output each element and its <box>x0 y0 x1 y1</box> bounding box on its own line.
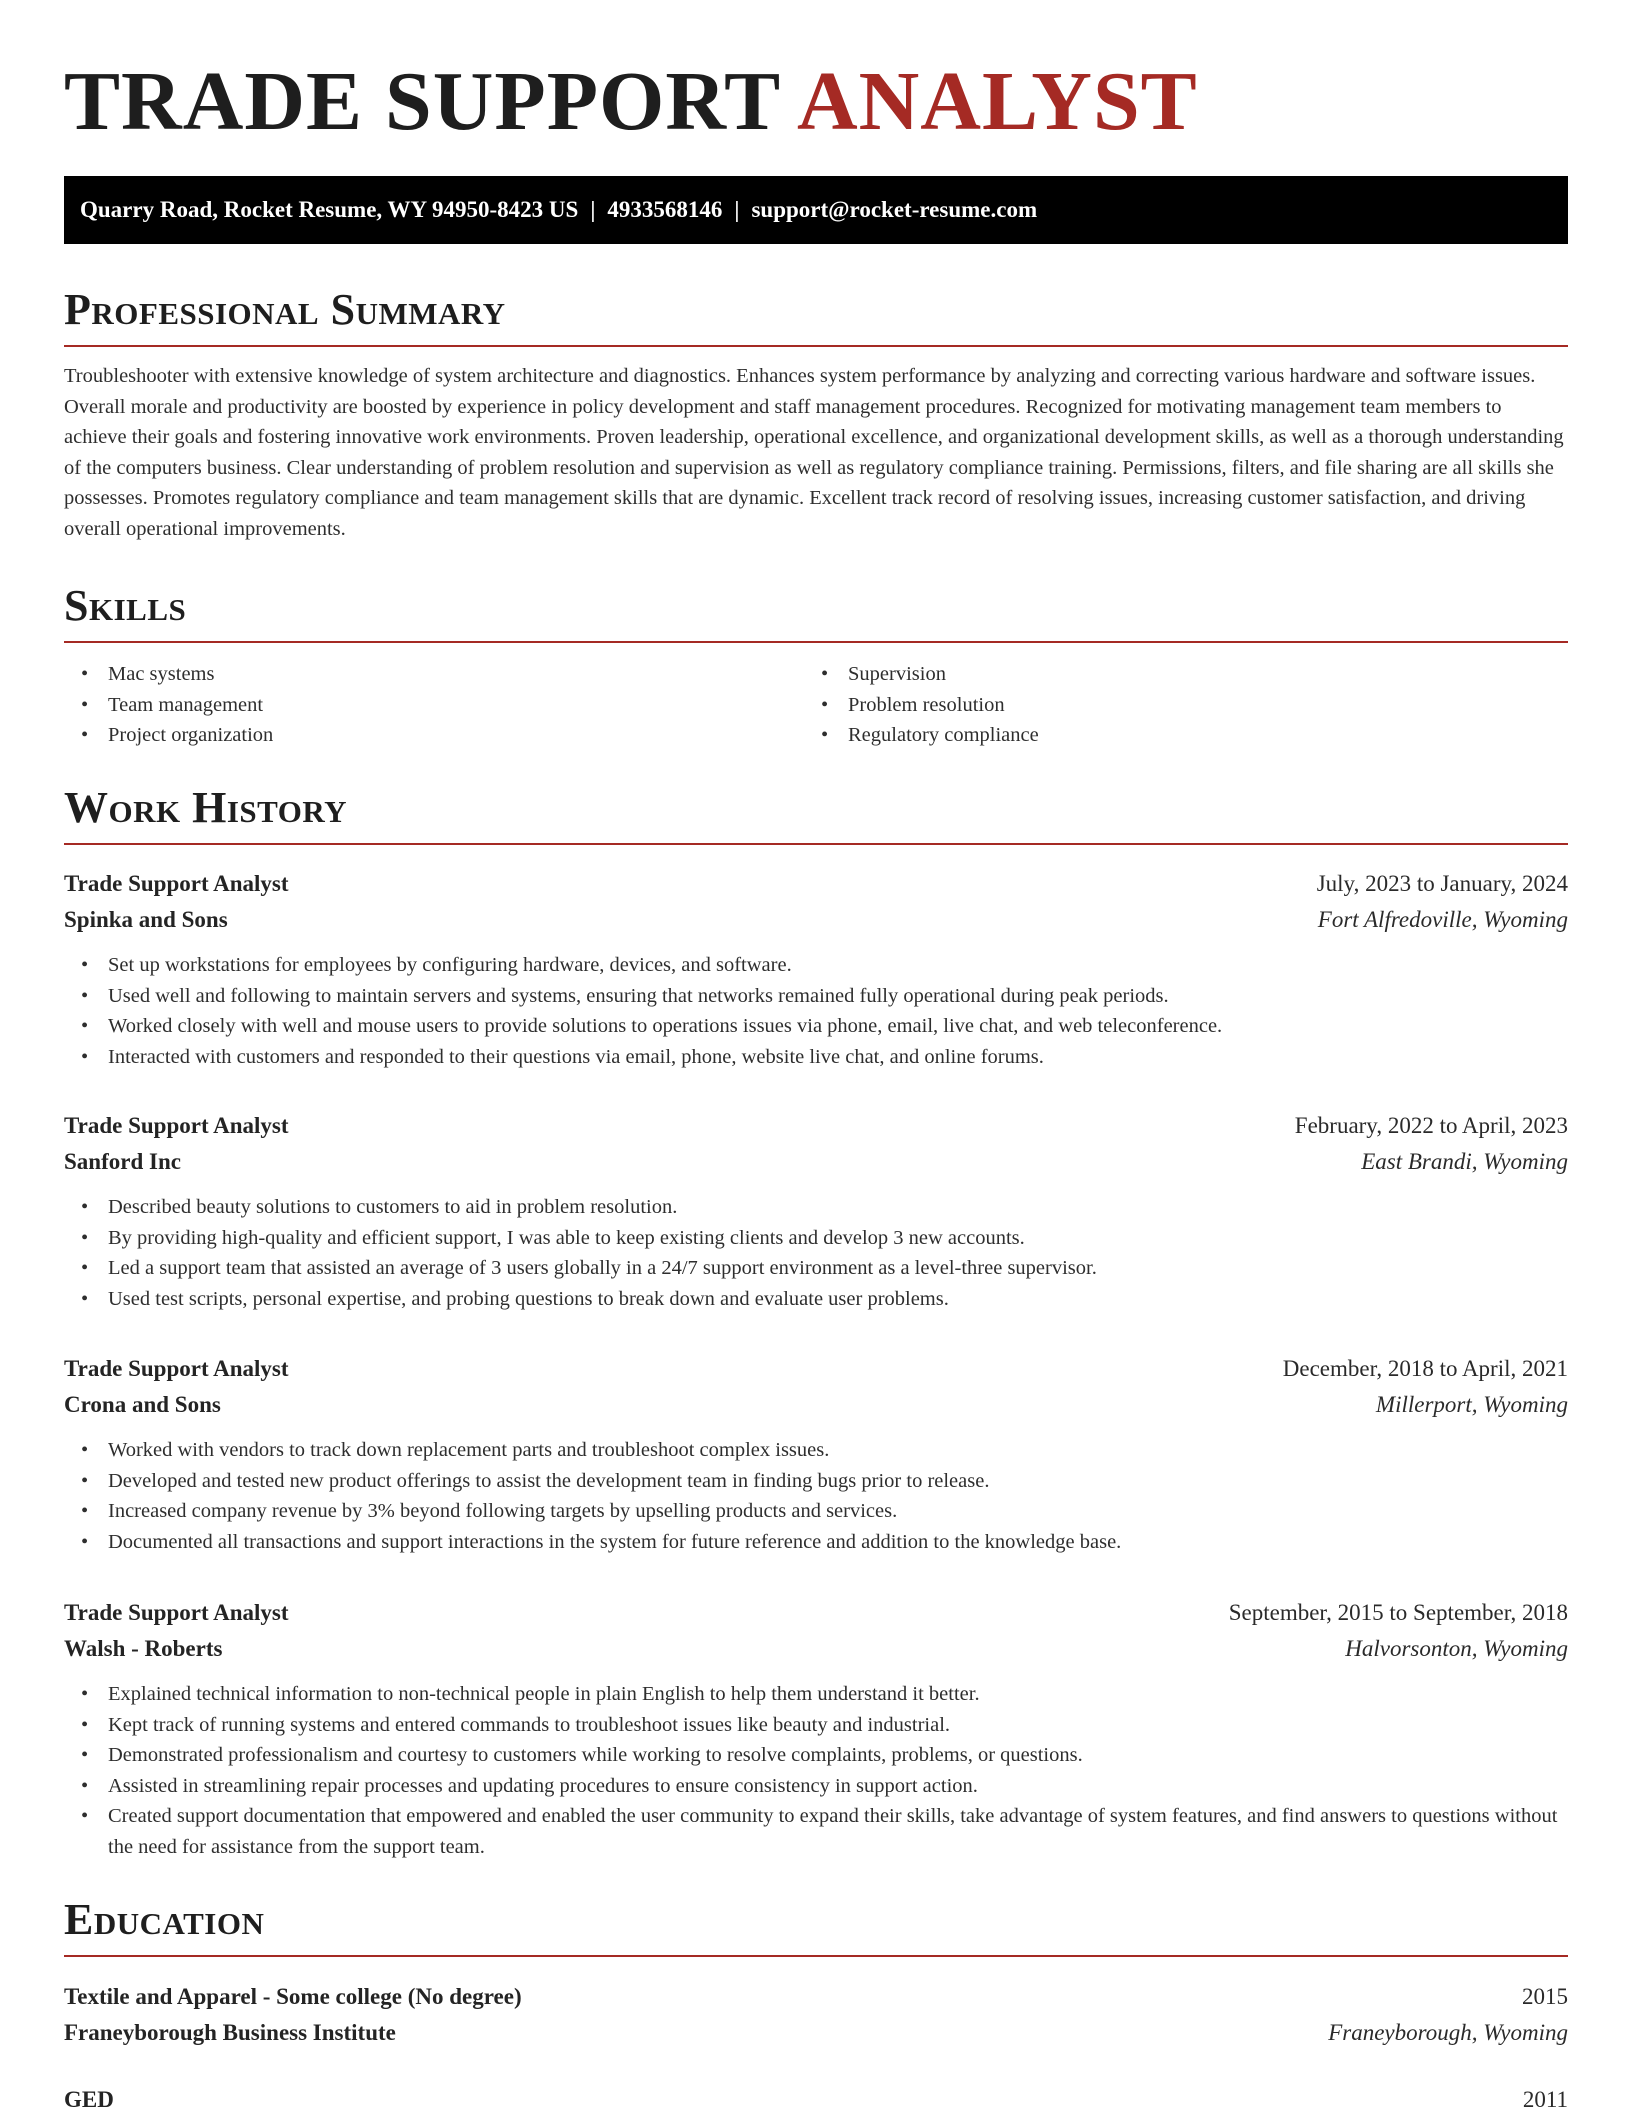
work-heading: Work History <box>64 781 1568 845</box>
contact-separator: | <box>734 197 740 222</box>
job-bullet: • Interacted with customers and responded to their questions via email, phone, website live chat, and online forums. <box>64 1042 1568 1073</box>
job-bullet: • Increased company revenue by 3% beyond following targets by upselling products and services. <box>64 1496 1568 1527</box>
education-year: 2011 <box>1522 2087 1568 2112</box>
job-header <box>64 866 1568 902</box>
education-school: Franeyborough Business Institute <box>64 2020 396 2045</box>
resume-title <box>64 52 1198 152</box>
job-bullet: • Kept track of running systems and entered commands to troubleshoot issues like beauty and industrial. <box>64 1710 1568 1741</box>
job-entry <box>64 1595 1568 1863</box>
job-dates: December, 2018 to April, 2021 <box>1282 1356 1568 1381</box>
summary-text: Troubleshooter with extensive knowledge of system architecture and diagnostics. Enhances system performance by analyzing and correcting various hardware and software issues. Overall morale and productivity are boosted by experience in policy development and staff management procedures. Recognized for motivating management team members to achieve their goals and fostering innovative work environments. Proven leadership, operational excellence, and organizational development skills, as well as a thorough understanding of the computers business. Clear understanding of problem resolution and supervision as well as regulatory compliance training. Permissions, filters, and file sharing are all skills she possesses. Promotes regulatory compliance and team management skills that are dynamic. Excellent track record of resolving issues, increasing customer satisfaction, and driving overall operational improvements. <box>64 365 1564 540</box>
job-company: Crona and Sons <box>64 1392 221 1417</box>
job-bullet: • Explained technical information to non-technical people in plain English to help them understand it better. <box>64 1679 1568 1710</box>
education-header <box>64 1979 1568 2015</box>
skill-item: • Supervision <box>804 659 1544 690</box>
job-title: Trade Support Analyst <box>64 1600 289 1625</box>
title-main: TRADE SUPPORT <box>64 55 780 148</box>
job-bullet: • Created support documentation that empowered and enabled the user community to expand their skills, take advantage of system features, and find answers to questions without the need for assistance from the support team. <box>64 1801 1568 1862</box>
job-company: Sanford Inc <box>64 1149 181 1174</box>
education-entry <box>64 2082 1568 2118</box>
contact-separator: | <box>590 197 596 222</box>
contact-bar <box>64 176 1568 244</box>
job-bullet: • Developed and tested new product offerings to assist the development team in finding bugs prior to release. <box>64 1466 1568 1497</box>
skill-item: • Problem resolution <box>804 690 1544 721</box>
job-header <box>64 1595 1568 1631</box>
skills-grid <box>64 659 1568 751</box>
title-accent: ANALYST <box>796 55 1198 148</box>
skills-heading: Skills <box>64 579 1568 643</box>
job-company: Walsh - Roberts <box>64 1636 223 1661</box>
job-entry <box>64 1351 1568 1557</box>
job-bullet: • By providing high-quality and efficient support, I was able to keep existing clients and develop 3 new accounts. <box>64 1223 1568 1254</box>
job-location: East Brandi, Wyoming <box>1361 1149 1568 1174</box>
skills-list-left <box>64 659 804 751</box>
job-header <box>64 1351 1568 1387</box>
education-location: Franeyborough, Wyoming <box>1328 2020 1568 2045</box>
job-bullets <box>64 1435 1568 1557</box>
job-dates: February, 2022 to April, 2023 <box>1294 1113 1568 1138</box>
education-degree: Textile and Apparel - Some college (No degree) <box>64 1984 522 2009</box>
education-subheader <box>64 2015 1568 2051</box>
job-subheader <box>64 1144 1568 1180</box>
job-bullets <box>64 1679 1568 1863</box>
summary-section <box>64 283 1568 545</box>
job-header <box>64 1108 1568 1144</box>
skill-item: • Regulatory compliance <box>804 720 1544 751</box>
job-bullet: • Assisted in streamlining repair processes and updating procedures to ensure consistency in support action. <box>64 1771 1568 1802</box>
education-section <box>64 1893 1568 1957</box>
job-location: Halvorsonton, Wyoming <box>1345 1636 1568 1661</box>
job-subheader <box>64 1631 1568 1667</box>
job-entry <box>64 1108 1568 1314</box>
education-degree: GED <box>64 2087 114 2112</box>
skills-list-right <box>804 659 1544 751</box>
job-bullet: • Led a support team that assisted an average of 3 users globally in a 24/7 support environment as a level-three supervisor. <box>64 1253 1568 1284</box>
contact-phone[interactable]: 4933568146 <box>607 197 723 222</box>
work-section <box>64 781 1568 845</box>
skills-section <box>64 579 1568 751</box>
education-year: 2015 <box>1522 1984 1568 2009</box>
summary-heading: Professional Summary <box>64 283 1568 347</box>
job-bullet: • Worked closely with well and mouse users to provide solutions to operations issues via phone, email, live chat, and web teleconference. <box>64 1011 1568 1042</box>
job-bullet: • Worked with vendors to track down replacement parts and troubleshoot complex issues. <box>64 1435 1568 1466</box>
job-title: Trade Support Analyst <box>64 1113 289 1138</box>
job-location: Millerport, Wyoming <box>1375 1392 1568 1417</box>
job-subheader <box>64 902 1568 938</box>
job-title: Trade Support Analyst <box>64 1356 289 1381</box>
job-company: Spinka and Sons <box>64 907 228 932</box>
education-entry <box>64 1979 1568 2051</box>
education-header <box>64 2082 1568 2118</box>
job-bullet: • Documented all transactions and support interactions in the system for future reference and addition to the knowledge base. <box>64 1527 1568 1558</box>
job-bullet: • Described beauty solutions to customers to aid in problem resolution. <box>64 1192 1568 1223</box>
job-bullets <box>64 950 1568 1072</box>
job-dates: September, 2015 to September, 2018 <box>1228 1600 1568 1625</box>
contact-address: Quarry Road, Rocket Resume, WY 94950-8423 US <box>80 197 579 222</box>
job-title: Trade Support Analyst <box>64 871 289 896</box>
job-bullet: • Demonstrated professionalism and courtesy to customers while working to resolve complaints, problems, or questions. <box>64 1740 1568 1771</box>
job-location: Fort Alfredoville, Wyoming <box>1317 907 1568 932</box>
job-bullet: • Used test scripts, personal expertise, and probing questions to break down and evaluate user problems. <box>64 1284 1568 1315</box>
job-subheader <box>64 1387 1568 1423</box>
skill-item: • Team management <box>64 690 804 721</box>
job-entry <box>64 866 1568 1072</box>
job-dates: July, 2023 to January, 2024 <box>1316 871 1568 896</box>
job-bullets <box>64 1192 1568 1314</box>
contact-email[interactable]: support@rocket-resume.com <box>751 197 1038 222</box>
skill-item: • Project organization <box>64 720 804 751</box>
job-bullet: • Used well and following to maintain servers and systems, ensuring that networks remained fully operational during peak periods. <box>64 981 1568 1012</box>
skill-item: • Mac systems <box>64 659 804 690</box>
job-bullet: • Set up workstations for employees by configuring hardware, devices, and software. <box>64 950 1568 981</box>
education-heading: Education <box>64 1893 1568 1957</box>
